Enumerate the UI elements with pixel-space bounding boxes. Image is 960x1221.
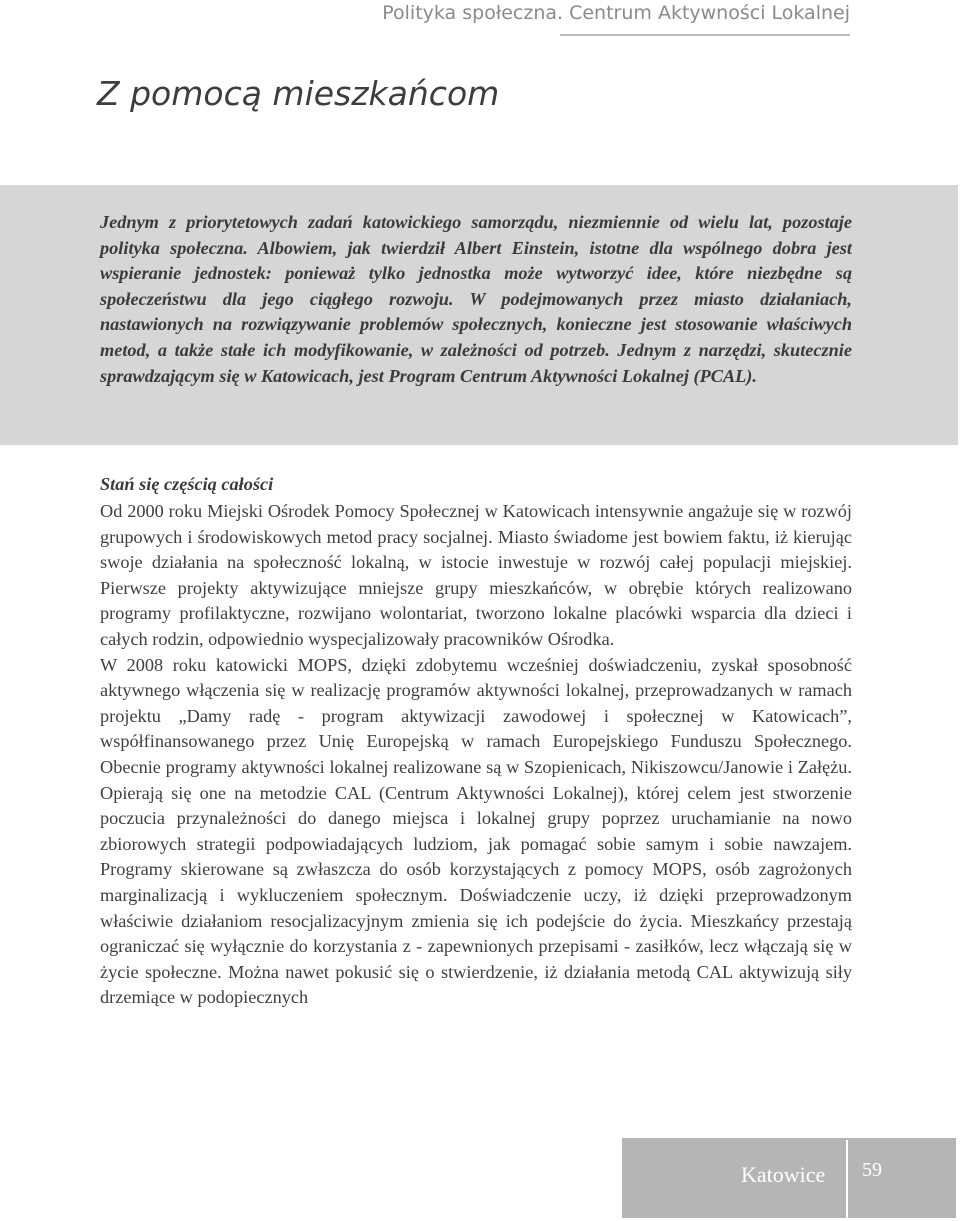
body-paragraph-2: W 2008 roku katowicki MOPS, dzięki zdobytemu wcześniej doświadczeniu, zyskał sposobność aktywnego włączenia się w realizację programów aktywności lokalnej, przeprowadzanych w ramach projektu „Damy radę - program aktywizacji zawodowej i społecznej w Katowicach”, współfinansowanego przez Unię Europejską w ramach Europejskiego Funduszu Społecznego. Obecnie programy aktywności lokalnej realizowane są w Szopienicach, Nikiszowcu/Janowie i Załężu. Opierają się one na metodzie CAL (Centrum Aktywności Lokalnej), której celem jest stworzenie poczucia przynależności do danego miejsca i lokalnej grupy poprzez uruchamianie na nowo zbiorowych strategii podpowiadających ludziom, jak pomagać sobie samym i sobie nawzajem. Programy skierowane są zwłaszcza do osób korzystających z pomocy MOPS, osób zagrożonych marginalizacją i wykluczeniem społecznym. Doświadczenie uczy, iż dzięki przeprowadzonym właściwie działaniom resocjalizacyjnym zmienia się ich podejście do życia. Mieszkańcy przestają ograniczać się wyłącznie do korzystania z - zapewnionych przepisami - zasiłków, lecz włączają się w życie społeczne. Można nawet pokusić się o stwierdzenie, iż działania metodą CAL aktywizują siły drzemiące w podopiecznych [100, 654, 852, 1008]
section-body [100, 499, 852, 1011]
section-heading: Stań się częścią całości [100, 474, 274, 494]
header-rule [560, 34, 850, 36]
body-paragraph-1: Od 2000 roku Miejski Ośrodek Pomocy Społecznej w Katowicach intensywnie angażuje się w rozwój grupowych i środowiskowych metod pracy socjalnej. Miasto świadome jest bowiem faktu, iż kierując swoje działania na społeczność lokalną, w istocie inwestuje w rozwój całej populacji miejskiej. Pierwsze projekty aktywizujące mniejsze grupy mieszkańców, w obrębie których realizowano programy profilaktyczne, rozwijano wolontariat, tworzono lokalne placówki wsparcia dla dzieci i całych rodzin, odpowiednio wyspecjalizowały pracowników Ośrodka. [100, 501, 852, 649]
lead-paragraph: Jednym z priorytetowych zadań katowickiego samorządu, niezmiennie od wielu lat, pozostaje polityka społeczna. Albowiem, jak twierdził Albert Einstein, istotne dla wspólnego dobra jest wspieranie jednostek: ponieważ tylko jednostka może wytworzyć idee, które niezbędne są społeczeństwu dla jego ciągłego rozwoju. W podejmowanych przez miasto działaniach, nastawionych na rozwiązywanie problemów społecznych, konieczne jest stosowanie właściwych metod, a także stałe ich modyfikowanie, w zależności od potrzeb. Jednym z narzędzi, skutecznie sprawdzającym się w Katowicach, jest Program Centrum Aktywności Lokalnej (PCAL). [100, 212, 852, 386]
page-title: Z pomocą mieszkańcom [97, 74, 500, 113]
running-header: Polityka społeczna. Centrum Aktywności Lokalnej [382, 2, 850, 24]
page-number: 59 [862, 1159, 882, 1181]
footer-divider [846, 1140, 848, 1218]
footer-city: Katowice [741, 1162, 826, 1187]
